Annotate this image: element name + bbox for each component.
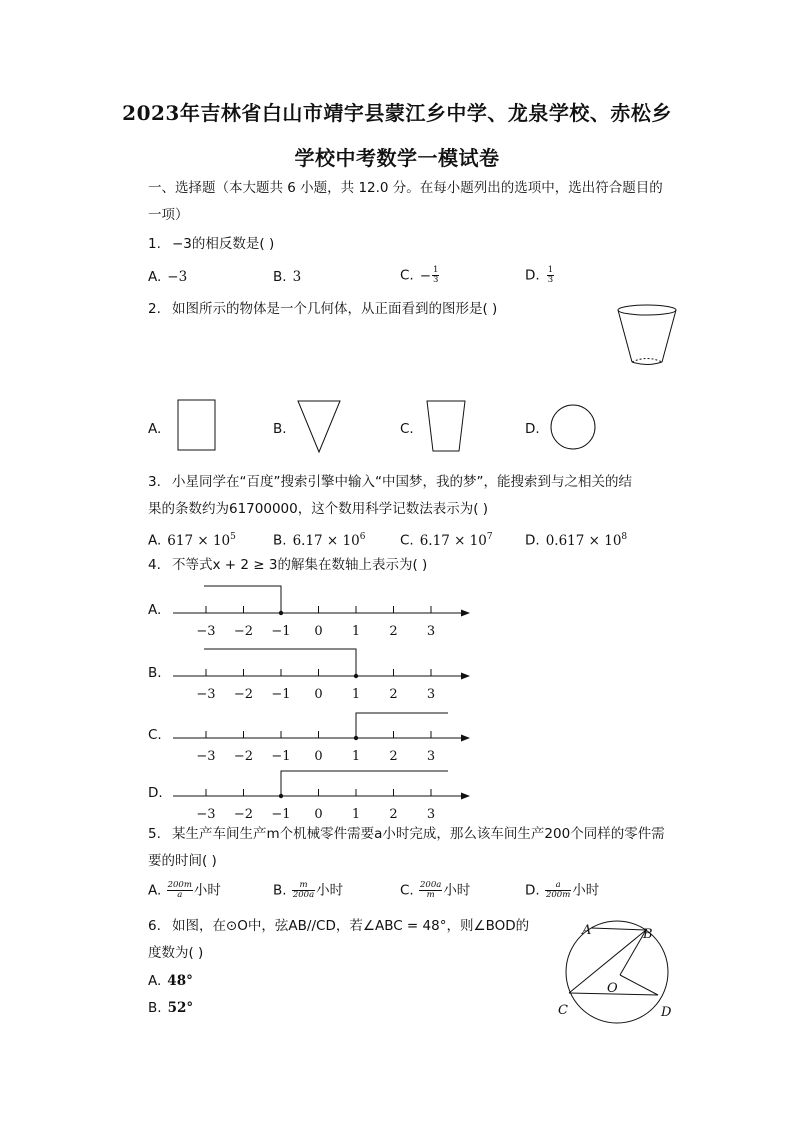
tick-label: −1 bbox=[271, 624, 291, 639]
tick-label: 2 bbox=[389, 807, 398, 822]
solution-bracket bbox=[356, 713, 448, 738]
q2-stem: 如图所示的物体是一个几何体，从正面看到的图形是( ) bbox=[172, 301, 498, 317]
q3-number: 3. bbox=[148, 474, 161, 490]
q5-option-c[interactable]: C. $\frac{200a}{m}$ 小时 bbox=[400, 880, 471, 900]
q2-option-c[interactable]: C. bbox=[400, 421, 414, 437]
q6-chord-ab bbox=[591, 928, 646, 930]
q1-option-d[interactable]: D. $\frac{1}{3}$ bbox=[525, 265, 554, 285]
section-heading-line1: 一、选择题（本大题共 6 小题，共 12.0 分。在每小题列出的选项中，选出符合题目的 bbox=[148, 180, 663, 196]
tick-label: −1 bbox=[271, 749, 291, 764]
tick-label: 3 bbox=[426, 807, 436, 822]
q5-number: 5. bbox=[148, 826, 161, 842]
q5-stem-line2: 要的时间( ) bbox=[148, 853, 217, 869]
q6-label-d: D bbox=[661, 1005, 672, 1020]
tick-label: 0 bbox=[314, 687, 323, 702]
solution-bracket bbox=[281, 771, 448, 796]
tick-label: 1 bbox=[351, 749, 361, 764]
q4-option-a-number-line bbox=[170, 580, 480, 640]
q2-cup-solid-figure bbox=[610, 300, 690, 372]
q4-option-a[interactable]: A. bbox=[148, 602, 162, 618]
tick-label: −3 bbox=[196, 687, 216, 702]
tick-label: −3 bbox=[196, 807, 216, 822]
tick-label: 0 bbox=[314, 807, 323, 822]
q6-number: 6. bbox=[148, 918, 161, 934]
tick-label: 1 bbox=[351, 807, 361, 822]
q6-option-b[interactable]: B. 52° bbox=[148, 1000, 194, 1016]
q2-option-d-circle bbox=[548, 402, 598, 452]
tick-label: −2 bbox=[233, 624, 254, 639]
q3-option-c[interactable]: C. $6.17 \times 10^7$ bbox=[400, 532, 493, 549]
q1-option-c[interactable]: C. − $\frac{1}{3}$ bbox=[400, 265, 439, 285]
q3-option-d[interactable]: D. $0.617 \times 10^8$ bbox=[525, 532, 628, 549]
exam-title-line2: 学校中考数学一模试卷 bbox=[294, 146, 500, 170]
q6-label-b: B bbox=[643, 927, 653, 942]
q2-option-b[interactable]: B. bbox=[273, 421, 287, 437]
q2-option-d[interactable]: D. bbox=[525, 421, 540, 437]
tick-label: −3 bbox=[196, 624, 216, 639]
solid-dot bbox=[279, 611, 283, 615]
axis-arrow-icon bbox=[461, 673, 470, 680]
q3-option-a[interactable]: A. $617 \times 10^5$ bbox=[148, 532, 236, 549]
q4-option-b[interactable]: B. bbox=[148, 665, 162, 681]
q1-stem: −3的相反数是( ) bbox=[172, 236, 275, 252]
q2-option-a[interactable]: A. bbox=[148, 421, 162, 437]
q4-stem: 不等式x + 2 ≥ 3的解集在数轴上表示为( ) bbox=[172, 557, 428, 573]
q1-option-c-fraction: $\frac{1}{3}$ bbox=[433, 265, 439, 285]
solid-dot bbox=[354, 674, 358, 678]
tick-label: 3 bbox=[426, 624, 436, 639]
q3-stem-line1: 小星同学在“百度”搜索引擎中输入“中国梦，我的梦”，能搜索到与之相关的结 bbox=[172, 474, 632, 490]
q6-circle-figure bbox=[550, 920, 690, 1025]
q6-segment-od bbox=[620, 975, 658, 995]
tick-label: −1 bbox=[271, 687, 291, 702]
tick-label: 1 bbox=[351, 624, 361, 639]
q2-option-b-triangle bbox=[295, 395, 345, 455]
tick-label: −2 bbox=[233, 807, 254, 822]
q5-stem-line1: 某生产车间生产m个机械零件需要a小时完成，那么该车间生产200个同样的零件需 bbox=[172, 826, 665, 842]
solution-bracket bbox=[204, 586, 281, 613]
q1-option-d-fraction: $\frac{1}{3}$ bbox=[547, 265, 554, 285]
q4-option-d[interactable]: D. bbox=[148, 785, 163, 801]
section-heading-line2: 一项） bbox=[148, 207, 189, 223]
q4-option-d-number-line bbox=[170, 763, 480, 823]
solid-dot bbox=[354, 736, 358, 740]
tick-label: −1 bbox=[271, 807, 291, 822]
q2-option-c-trapezoid bbox=[420, 395, 470, 455]
q1-option-a[interactable]: A. −3 bbox=[148, 269, 188, 285]
axis-arrow-icon bbox=[461, 610, 470, 617]
tick-label: −3 bbox=[196, 749, 216, 764]
q1-option-b[interactable]: B. 3 bbox=[273, 269, 302, 285]
exam-title-line1: 2023年吉林省白山市靖宇县蒙江乡中学、龙泉学校、赤松乡 bbox=[122, 101, 672, 125]
solid-dot bbox=[279, 794, 283, 798]
tick-label: 2 bbox=[389, 687, 398, 702]
q1-number: 1. bbox=[148, 236, 161, 252]
q3-option-b[interactable]: B. $6.17 \times 10^6$ bbox=[273, 532, 366, 549]
tick-label: 1 bbox=[351, 687, 361, 702]
tick-label: −2 bbox=[233, 687, 254, 702]
tick-label: 3 bbox=[426, 749, 436, 764]
tick-label: 0 bbox=[314, 749, 323, 764]
q6-option-a[interactable]: A. 48° bbox=[148, 973, 193, 989]
q6-label-o: O bbox=[607, 981, 618, 996]
tick-label: 2 bbox=[389, 749, 398, 764]
q3-stem-line2: 果的条数约为61700000，这个数用科学记数法表示为( ) bbox=[148, 501, 489, 517]
q4-option-c[interactable]: C. bbox=[148, 727, 162, 743]
q6-stem-line2: 度数为( ) bbox=[148, 945, 204, 961]
tick-label: 0 bbox=[314, 624, 323, 639]
tick-label: 3 bbox=[426, 687, 436, 702]
axis-arrow-icon bbox=[461, 793, 470, 800]
q4-number: 4. bbox=[148, 557, 161, 573]
q6-label-c: C bbox=[558, 1003, 568, 1018]
q5-option-d[interactable]: D. $\frac{a}{200m}$ 小时 bbox=[525, 880, 600, 900]
q6-stem-line1: 如图，在⊙O中，弦AB//CD，若∠ABC = 48°，则∠BOD的 bbox=[172, 918, 530, 934]
tick-label: 2 bbox=[389, 624, 398, 639]
q6-label-a: A bbox=[582, 923, 592, 938]
q5-option-b[interactable]: B. $\frac{m}{200a}$ 小时 bbox=[273, 880, 344, 900]
q4-option-c-number-line bbox=[170, 705, 480, 765]
axis-arrow-icon bbox=[461, 735, 470, 742]
tick-label: −2 bbox=[233, 749, 254, 764]
q2-option-a-rectangle bbox=[170, 395, 220, 455]
q2-number: 2. bbox=[148, 301, 161, 317]
q5-option-a[interactable]: A. $\frac{200m}{a}$ 小时 bbox=[148, 880, 221, 900]
q4-option-b-number-line bbox=[170, 643, 480, 703]
solution-bracket bbox=[204, 649, 356, 676]
